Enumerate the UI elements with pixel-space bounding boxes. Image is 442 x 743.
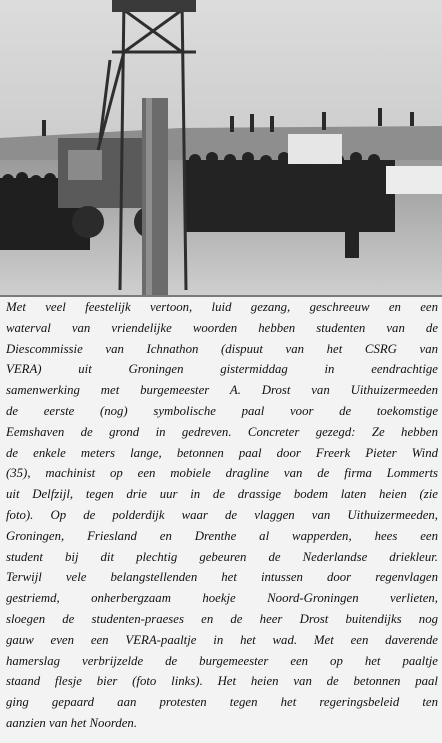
article-line-5: samenwerking met burgemeester A. Drost van Uithuizermeeden: [6, 383, 438, 398]
article-line-3: Diescommissie van Ichnathon (dispuut van het CSRG van: [6, 341, 438, 356]
article-line-13: student bij dit plechtig gebeuren de Nederlandse driekleur.: [6, 549, 438, 564]
article-line-4: VERA) uit Groningen gistermiddag in eendrachtige: [6, 362, 438, 377]
article-line-9: (35), machinist op een mobiele dragline van de firma Lommerts: [6, 466, 438, 481]
article-line-14: Terwijl vele belangstellenden het intussen door regenvlagen: [6, 570, 438, 585]
article-line-20: ging gepaard aan protesten tegen het regeringsbeleid ten: [6, 695, 438, 710]
article-line-2: waterval van vriendelijke woorden hebben studenten van de: [6, 320, 438, 335]
article-line-8: de enkele meters lange, betonnen paal door Freerk Pieter Wind: [6, 445, 438, 460]
article-line-12: Groningen, Friesland en Drenthe al wapperden, hees een: [6, 528, 438, 543]
article-line-16: sloegen de studenten-praeses en de heer Drost buitendijks nog: [6, 611, 438, 626]
news-photo: [0, 0, 442, 296]
article-line-18: hamerslag verbrijzelde de burgemeester een op het paaltje: [6, 653, 438, 668]
article-line-10: uit Delfzijl, tegen drie uur in de drassige bodem laten heien (zie: [6, 487, 438, 502]
article-paragraph: [0, 297, 442, 734]
photo-dragline-pile-driving: [0, 0, 442, 296]
article-line-11: foto). Op de polderdijk waar de vlaggen van Uithuizermeeden,: [6, 507, 438, 522]
article-line-21: aanzien van het Noorden.: [6, 715, 138, 730]
article-line-17: gauw even een VERA-paaltje in het wad. Met een daverende: [6, 632, 438, 647]
article-line-1: Met veel feestelijk vertoon, luid gezang, geschreeuw en een: [6, 300, 438, 314]
article-line-19: staand flesje bier (foto links). Het heien van de betonnen paal: [6, 674, 438, 689]
article-text: [0, 297, 442, 743]
article-line-6: de eerste (nog) symbolische paal voor de toekomstige: [6, 403, 438, 418]
article-line-7: Eemshaven de grond in gedreven. Concreter gezegd: Ze hebben: [6, 424, 438, 439]
article-line-15: gestriemd, onherbergzaam hoekje Noord-Groningen verlieten,: [6, 591, 438, 606]
